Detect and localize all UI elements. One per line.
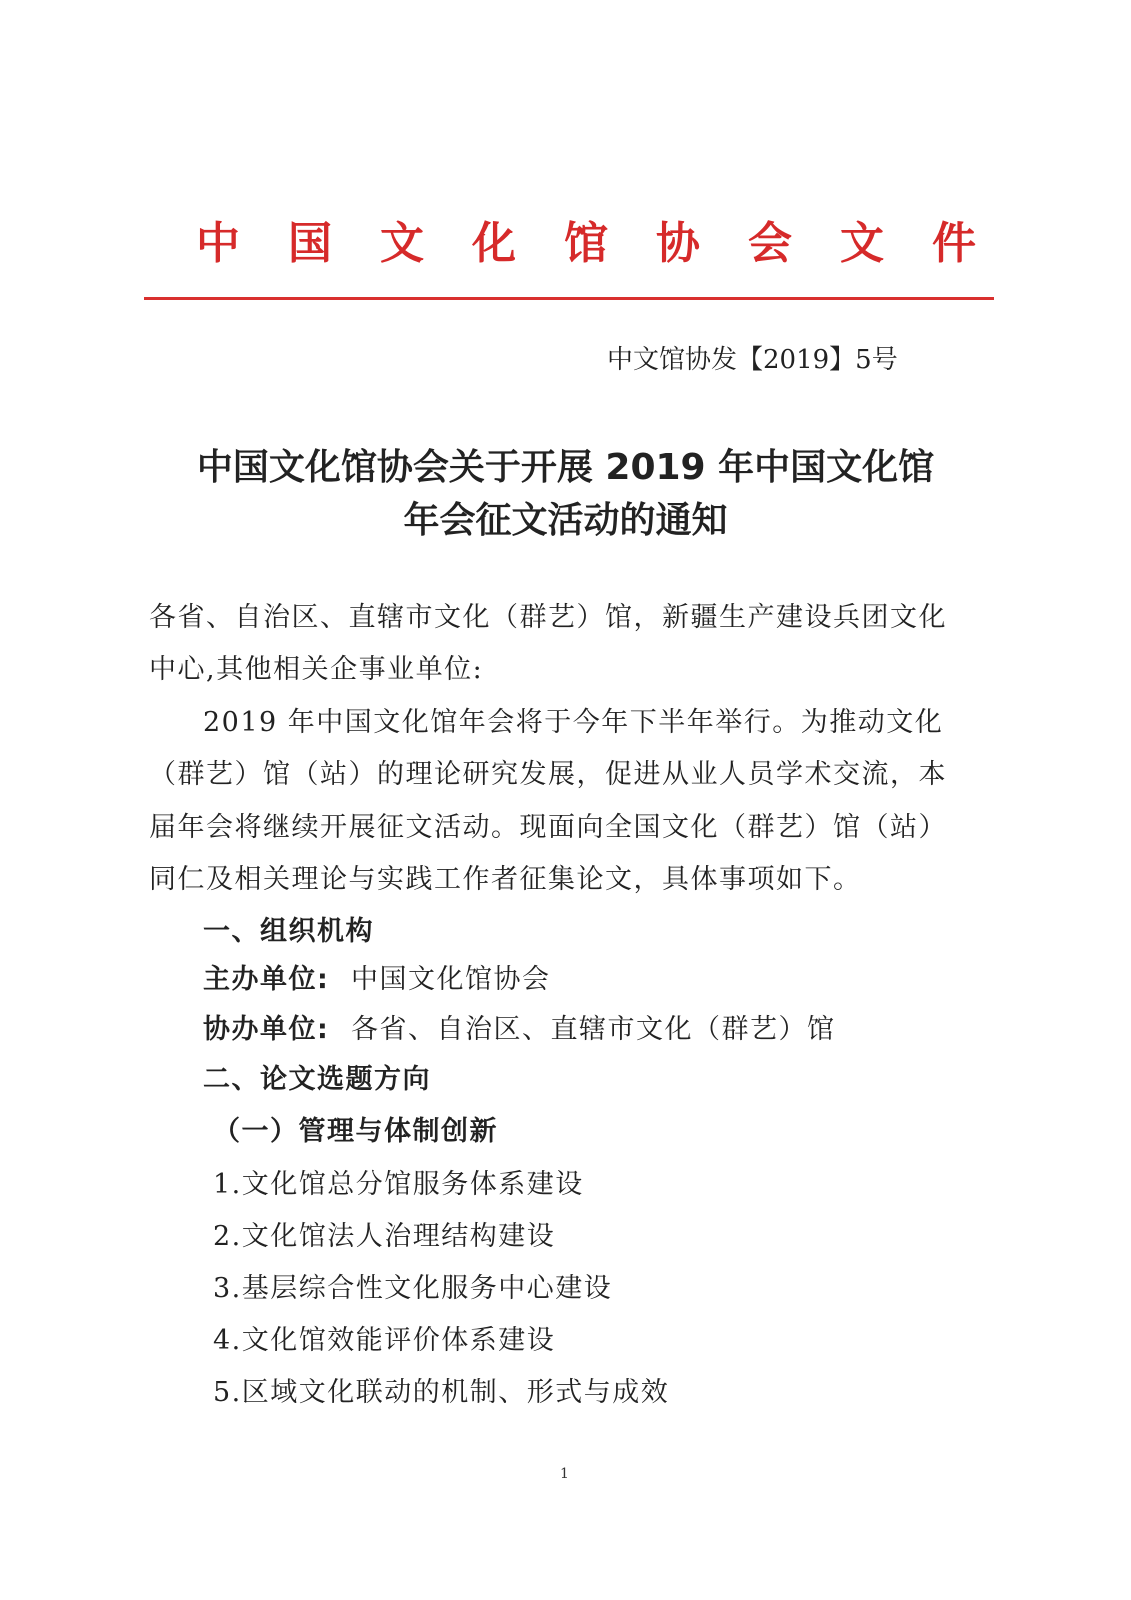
host-unit-value: 中国文化馆协会 [351, 964, 551, 995]
intro-line-4: 同仁及相关理论与实践工作者征集论文，具体事项如下。 [149, 864, 862, 895]
salutation-line-2: 中心,其他相关企事业单位: [149, 654, 484, 685]
intro-line-3: 届年会将继续开展征文活动。现面向全国文化（群艺）馆（站） [149, 812, 947, 843]
document-header-title: 中国文化馆协会文件 [196, 218, 1024, 269]
topic-list-item: 5.区域文化联动的机制、形式与成效 [213, 1377, 670, 1408]
topic-list-item: 2.文化馆法人治理结构建设 [213, 1221, 556, 1252]
host-unit-label: 主办单位: [203, 964, 330, 995]
page-number: 1 [560, 1466, 569, 1482]
topic-list-item: 3.基层综合性文化服务中心建设 [213, 1273, 613, 1304]
topic-list-item: 4.文化馆效能评价体系建设 [213, 1325, 556, 1356]
document-number: 中文馆协发【2019】5号 [607, 345, 898, 375]
section-2-heading: 二、论文选题方向 [203, 1064, 431, 1095]
section-1-heading: 一、组织机构 [203, 916, 374, 947]
notice-title-line-2: 年会征文活动的通知 [403, 500, 728, 541]
co-host-unit-value: 各省、自治区、直辖市文化（群艺）馆 [351, 1014, 836, 1045]
intro-line-1: 2019 年中国文化馆年会将于今年下半年举行。为推动文化 [203, 707, 944, 738]
header-divider [144, 297, 994, 300]
subsection-1-heading: （一）管理与体制创新 [213, 1116, 498, 1147]
notice-title-line-1: 中国文化馆协会关于开展 2019 年中国文化馆 [196, 447, 935, 488]
topic-list-item: 1.文化馆总分馆服务体系建设 [213, 1169, 584, 1200]
salutation-line-1: 各省、自治区、直辖市文化（群艺）馆，新疆生产建设兵团文化 [149, 602, 947, 633]
intro-line-2: （群艺）馆（站）的理论研究发展，促进从业人员学术交流，本 [149, 759, 947, 790]
co-host-unit-label: 协办单位: [203, 1014, 330, 1045]
